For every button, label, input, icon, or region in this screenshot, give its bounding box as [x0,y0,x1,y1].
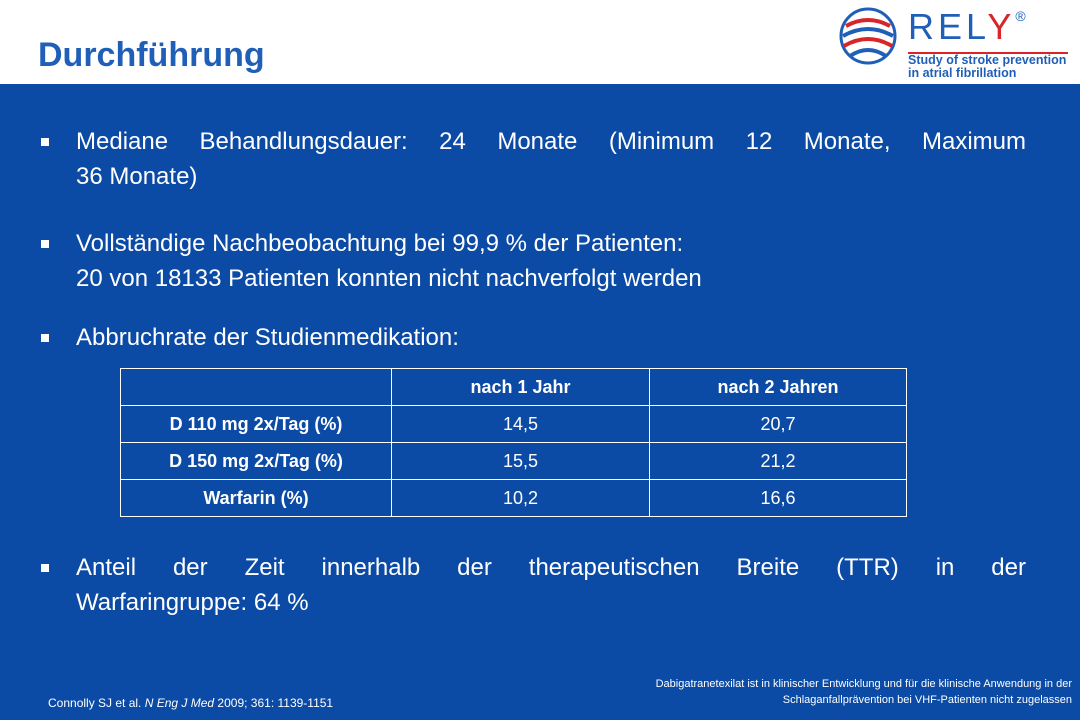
bullet-text-line-1: Anteil der Zeit innerhalb der therapeutischen Breite (TTR) in der [76,554,1026,581]
logo-wordmark-prefix: REL [908,6,988,47]
table-header-row [121,369,907,406]
citation [48,696,333,710]
discontinuation-table [120,368,907,517]
bullet-marker [41,138,49,146]
bullet-text-line-1: Abbruchrate der Studienmedikation: [76,324,459,351]
bullet-marker [41,334,49,342]
table-cell: 10,2 [392,480,650,517]
table-cell: 16,6 [650,480,907,517]
bullet-text-line-2: Warfaringruppe: 64 % [76,589,309,616]
disclaimer [532,676,1072,708]
logo-tagline-line-2: in atrial fibrillation [908,66,1017,80]
disclaimer-line-1: Dabigatranetexilat ist in klinischer Entwicklung und für die klinische Anwendung in der [655,678,1072,690]
slide-body [0,84,1080,720]
bullet-text-line-1: Mediane Behandlungsdauer: 24 Monate (Minimum 12 Monate, Maximum [76,128,1026,155]
globe-icon [838,6,898,66]
bullet-text-line-2: 20 von 18133 Patienten konnten nicht nachverfolgt werden [76,265,702,292]
registered-mark: ® [1015,8,1026,24]
slide-header [0,0,1080,84]
citation-authors: Connolly SJ et al. [48,696,145,710]
bullet-marker [41,240,49,248]
logo-wordmark [908,6,1026,48]
table-row-label: D 110 mg 2x/Tag (%) [121,406,392,443]
table-row [121,480,907,517]
table-cell: 15,5 [392,443,650,480]
table-row-label: D 150 mg 2x/Tag (%) [121,443,392,480]
logo-tagline-line-1: Study of stroke prevention [908,53,1067,67]
table-cell: 14,5 [392,406,650,443]
citation-details: 2009; 361: 1139-1151 [214,696,334,710]
table-header-cell: nach 2 Jahren [650,369,907,406]
table-cell: 21,2 [650,443,907,480]
bullet-marker [41,564,49,572]
citation-journal: N Eng J Med [144,696,215,710]
table-row [121,406,907,443]
table-header-cell [121,369,392,406]
logo-wordmark-y: Y [987,6,1016,47]
disclaimer-line-2: Schlaganfallprävention bei VHF-Patienten nicht zugelassen [782,694,1072,706]
bullet-text-line-1: Vollständige Nachbeobachtung bei 99,9 % der Patienten: [76,230,684,257]
table-row [121,443,907,480]
bullet-text-line-2: 36 Monate) [76,163,198,190]
table-cell: 20,7 [650,406,907,443]
table-row-label: Warfarin (%) [121,480,392,517]
rely-logo [838,4,1074,80]
logo-tagline [908,54,1066,80]
table-header-cell: nach 1 Jahr [392,369,650,406]
slide-title: Durchführung [38,36,265,74]
